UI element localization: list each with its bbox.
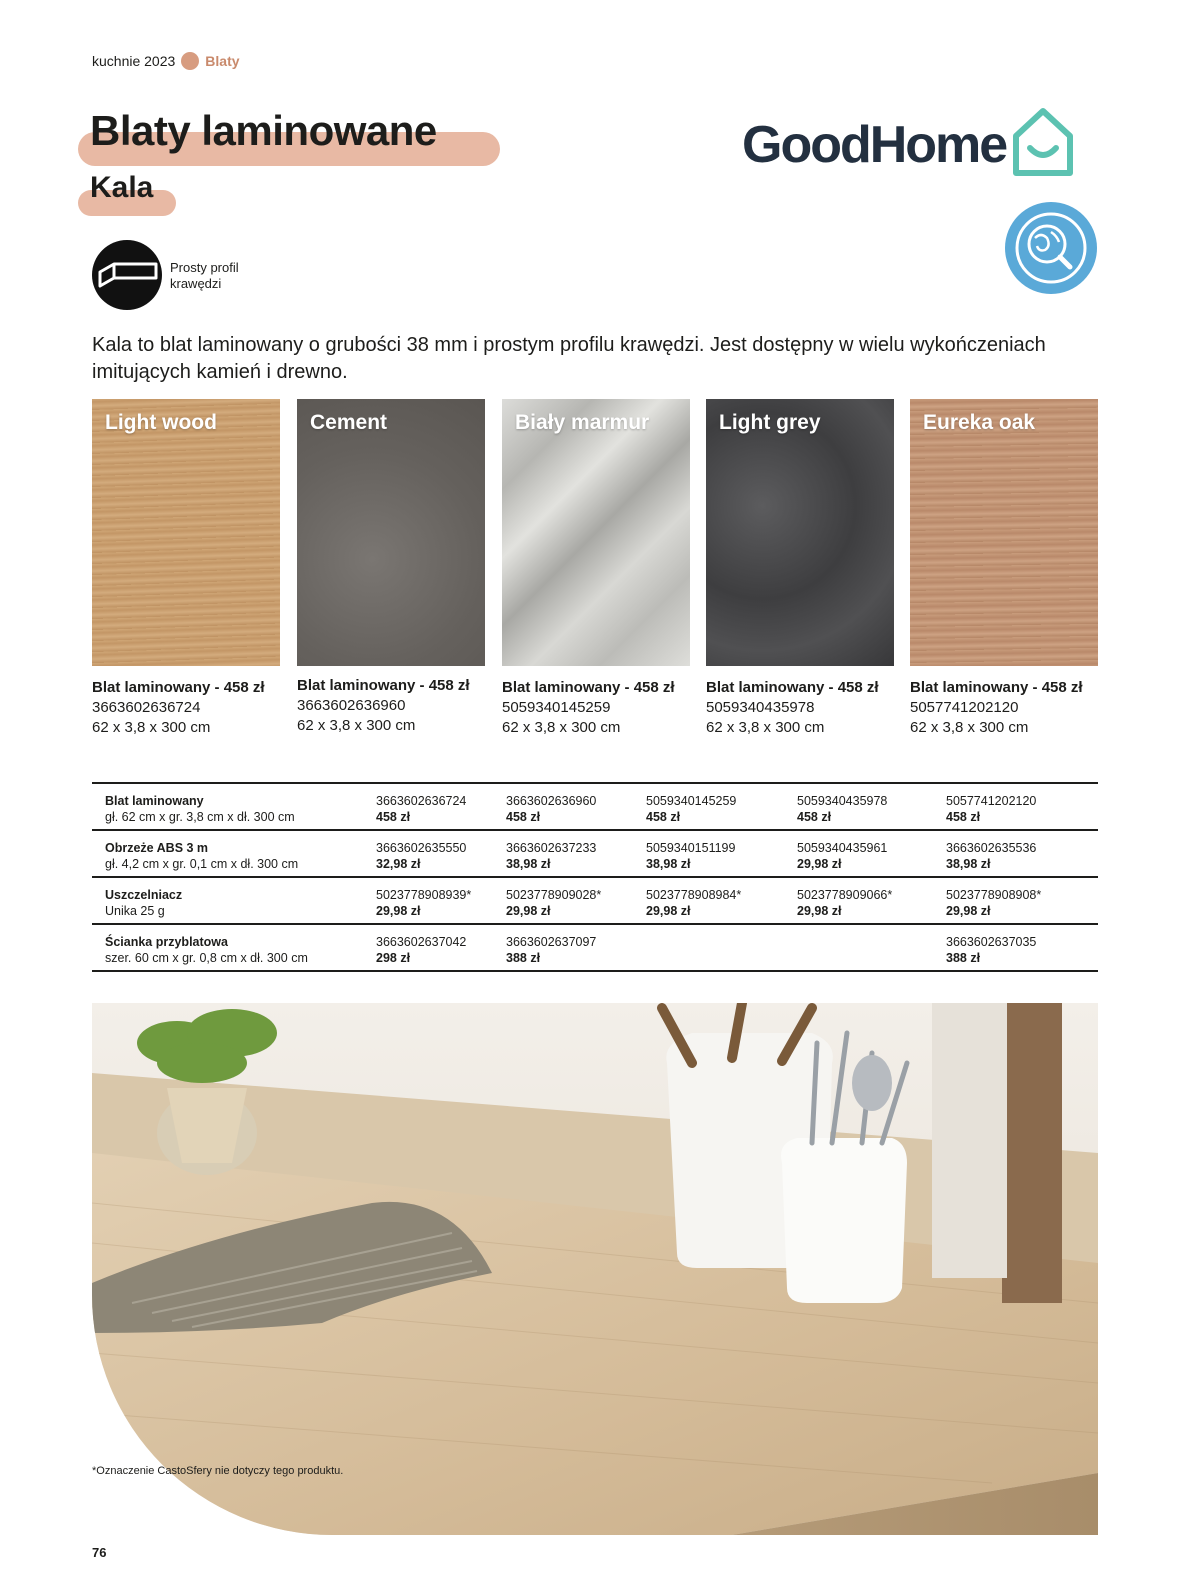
product-ean: 5057741202120 [910, 699, 1019, 716]
breadcrumb [92, 52, 240, 70]
product-title: Blat laminowany - 458 zł [502, 679, 675, 696]
swatch-name: Cement [310, 411, 388, 434]
table-cell: 5059340435978 458 zł [797, 794, 888, 824]
profile-label: Prosty profil krawędzi [170, 260, 239, 291]
table-cell: 5023778908939* 29,98 zł [376, 888, 472, 918]
breadcrumb-section: Blaty [205, 53, 240, 69]
product-title: Blat laminowany - 458 zł [92, 679, 265, 696]
table-row [92, 831, 1098, 878]
table-cell: 5059340151199 38,98 zł [646, 841, 736, 871]
product-size: 62 x 3,8 x 300 cm [502, 719, 621, 736]
swatch-name: Eureka oak [923, 411, 1036, 434]
product-title: Blat laminowany - 458 zł [297, 677, 470, 694]
edge-profile-icon [92, 240, 162, 310]
table-cell: 5057741202120 458 zł [946, 794, 1037, 824]
product-size: 62 x 3,8 x 300 cm [92, 719, 211, 736]
page-title: Blaty laminowane [90, 107, 437, 154]
eco-globe-icon [1005, 202, 1097, 294]
brand-logo [742, 112, 1074, 178]
kitchen-countertop-photo [92, 1003, 1098, 1535]
table-cell: 5023778909028* 29,98 zł [506, 888, 602, 918]
swatch-light-grey [706, 399, 894, 666]
row-label: Obrzeże ABS 3 m gł. 4,2 cm x gr. 0,1 cm x dł. 300 cm [105, 841, 299, 871]
product-title: Blat laminowany - 458 zł [910, 679, 1083, 696]
subtitle-block [78, 170, 153, 206]
swatch-white-marble [502, 399, 690, 666]
page-subtitle: Kala [90, 171, 154, 204]
table-cell: 3663602637097 388 zł [506, 935, 597, 965]
table-cell: 3663602635550 32,98 zł [376, 841, 467, 871]
product-title: Blat laminowany - 458 zł [706, 679, 879, 696]
product-caption [910, 678, 1100, 738]
table-cell: 3663602636724 458 zł [376, 794, 467, 824]
table-row [92, 878, 1098, 925]
table-cell: 3663602637042 298 zł [376, 935, 467, 965]
table-row [92, 784, 1098, 831]
breadcrumb-dot-icon [181, 52, 199, 70]
table-cell: 3663602636960 458 zł [506, 794, 597, 824]
product-caption [297, 676, 487, 736]
row-label: Uszczelniacz Unika 25 g [105, 888, 183, 918]
product-size: 62 x 3,8 x 300 cm [910, 719, 1029, 736]
table-cell: 3663602635536 38,98 zł [946, 841, 1037, 871]
footnote: *Oznaczenie CastoSfery nie dotyczy tego produktu. [92, 1465, 344, 1477]
row-label: Ścianka przyblatowa szer. 60 cm x gr. 0,8 cm x dł. 300 cm [105, 935, 308, 965]
title-block [78, 106, 437, 156]
accessories-table [92, 782, 1098, 972]
table-cell: 5059340145259 458 zł [646, 794, 737, 824]
table-cell: 5023778909066* 29,98 zł [797, 888, 893, 918]
product-size: 62 x 3,8 x 300 cm [706, 719, 825, 736]
product-ean: 5059340435978 [706, 699, 815, 716]
table-cell: 3663602637233 38,98 zł [506, 841, 597, 871]
product-ean: 3663602636960 [297, 697, 406, 714]
table-cell: 5059340435961 29,98 zł [797, 841, 888, 871]
swatch-light-wood [92, 399, 280, 666]
row-label: Blat laminowany gł. 62 cm x gr. 3,8 cm x dł. 300 cm [105, 794, 295, 824]
brand-logo-text: GoodHome [742, 116, 1007, 174]
product-caption [706, 678, 896, 738]
table-cell: 5023778908984* 29,98 zł [646, 888, 742, 918]
page-number: 76 [92, 1545, 107, 1560]
product-caption [502, 678, 692, 738]
swatch-name: Light grey [719, 411, 821, 434]
table-cell: 3663602637035 388 zł [946, 935, 1037, 965]
breadcrumb-prefix: kuchnie 2023 [92, 53, 176, 69]
product-caption [92, 678, 282, 738]
product-ean: 5059340145259 [502, 699, 611, 716]
swatch-eureka-oak [910, 399, 1098, 666]
swatch-cement [297, 399, 485, 666]
swatch-name: Biały marmur [515, 411, 650, 434]
table-row [92, 925, 1098, 972]
product-ean: 3663602636724 [92, 699, 201, 716]
product-size: 62 x 3,8 x 300 cm [297, 717, 416, 734]
table-cell: 5023778908908* 29,98 zł [946, 888, 1042, 918]
product-description: Kala to blat laminowany o grubości 38 mm i prostym profilu krawędzi. Jest dostępny w wielu wykończeniach imitujących kamień i drewno. [92, 334, 1046, 383]
swatch-name: Light wood [105, 411, 217, 434]
house-icon [1012, 106, 1074, 178]
